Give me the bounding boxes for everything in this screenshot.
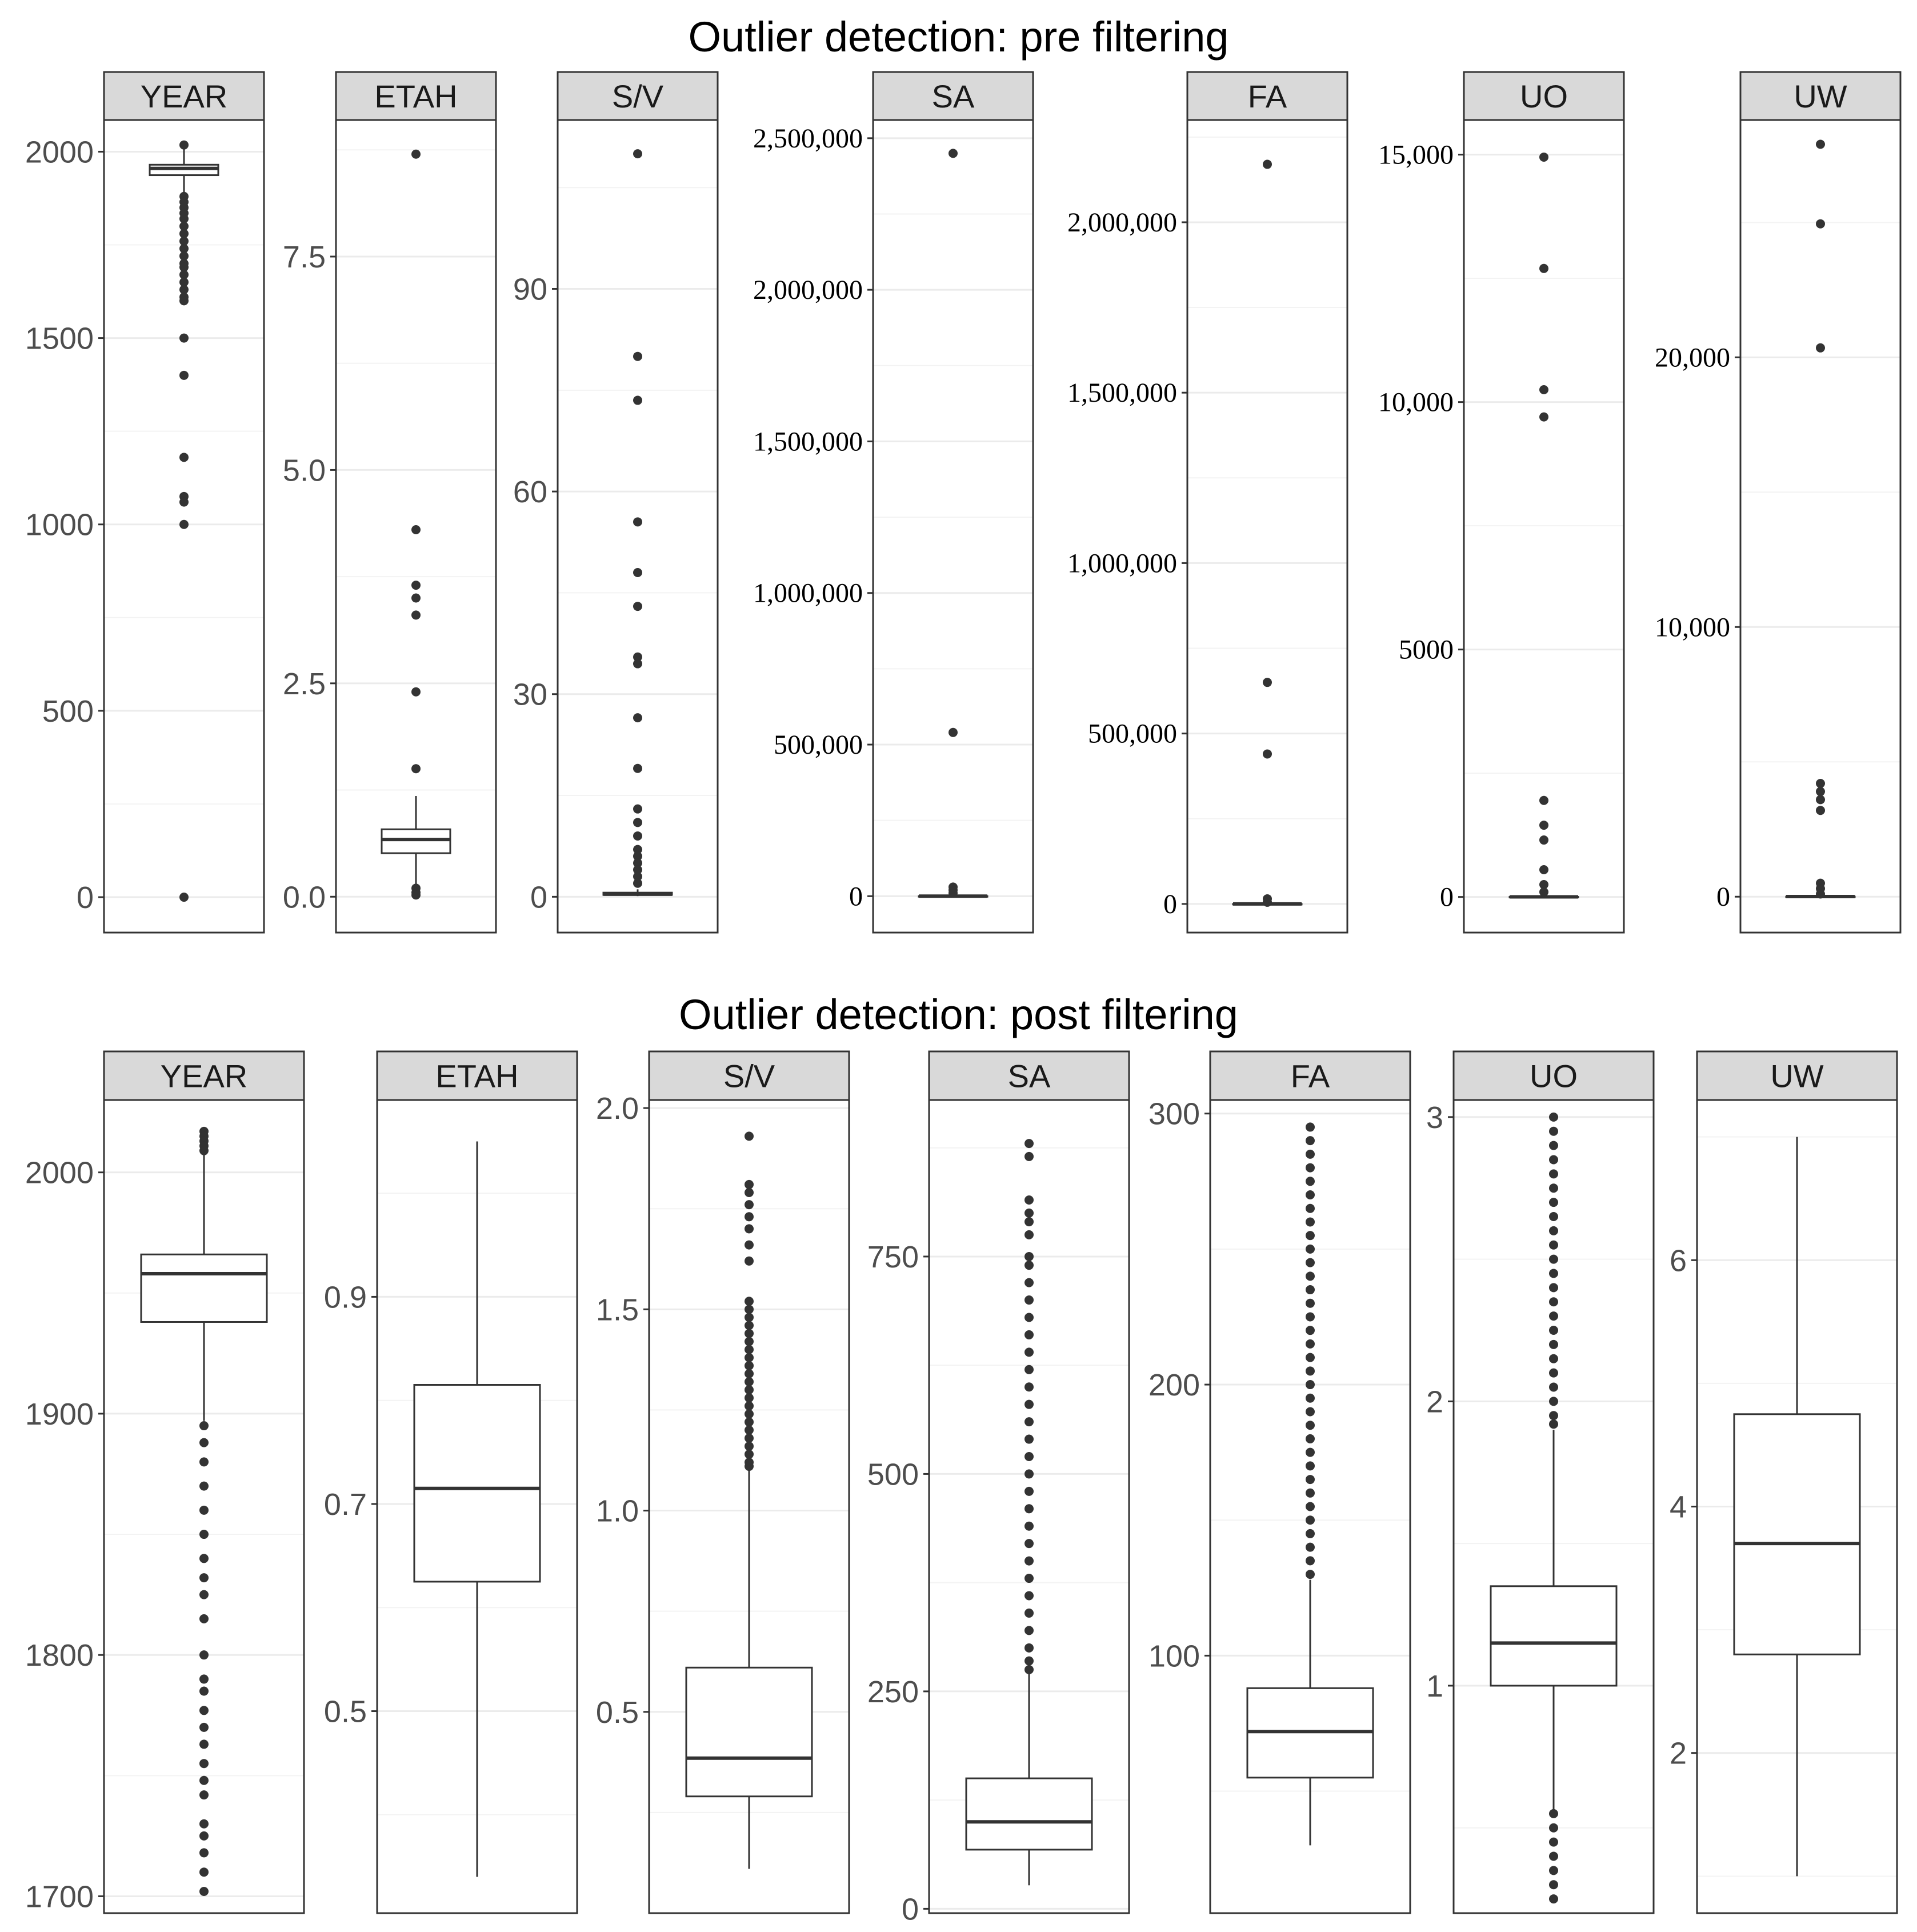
- facet-label: UW: [1794, 78, 1847, 114]
- outlier-point: [633, 764, 642, 773]
- outlier-point: [179, 520, 189, 529]
- outlier-point: [633, 517, 642, 526]
- outlier-point: [411, 610, 421, 619]
- iqr-box: [686, 1667, 812, 1796]
- outlier-point: [199, 1674, 209, 1683]
- outlier-point: [411, 581, 421, 590]
- outlier-point: [199, 1554, 209, 1563]
- outlier-point: [1816, 219, 1825, 229]
- outlier-point: [1306, 1556, 1315, 1565]
- outlier-point: [1024, 1400, 1034, 1409]
- outlier-point: [1816, 806, 1825, 815]
- outlier-point: [1024, 1574, 1034, 1583]
- facet-label: ETAH: [435, 1058, 519, 1094]
- y-tick-label: 0: [849, 881, 863, 912]
- y-tick-label: 2000: [25, 1155, 94, 1190]
- outlier-point: [199, 1831, 209, 1841]
- outlier-point: [199, 1706, 209, 1715]
- outlier-point: [745, 1462, 754, 1471]
- outlier-point: [745, 1426, 754, 1435]
- outlier-point: [633, 831, 642, 841]
- outlier-point: [633, 568, 642, 577]
- iqr-box: [141, 1254, 267, 1322]
- outlier-point: [1306, 1421, 1315, 1430]
- post-etah-facet: [324, 1051, 577, 1913]
- outlier-point: [745, 1329, 754, 1338]
- outlier-point: [1539, 413, 1548, 422]
- outlier-point: [1024, 1643, 1034, 1653]
- outlier-point: [633, 352, 642, 361]
- outlier-point: [1549, 1851, 1558, 1861]
- outlier-point: [1306, 1475, 1315, 1484]
- outlier-point: [1306, 1502, 1315, 1511]
- outlier-point: [1024, 1382, 1034, 1391]
- facet-label: FA: [1290, 1058, 1330, 1094]
- y-tick-label: 60: [513, 475, 547, 510]
- y-tick-label: 1.0: [595, 1494, 639, 1529]
- outlier-point: [1306, 1353, 1315, 1362]
- outlier-point: [745, 1345, 754, 1354]
- panel-background: [1187, 120, 1347, 933]
- y-tick-label: 1.5: [595, 1293, 639, 1327]
- outlier-point: [1549, 1809, 1558, 1818]
- y-tick-label: 2: [1426, 1385, 1443, 1419]
- outlier-point: [1306, 1136, 1315, 1145]
- facet-label: S/V: [611, 78, 664, 114]
- outlier-point: [1024, 1209, 1034, 1218]
- outlier-point: [745, 1212, 754, 1221]
- y-tick-label: 15,000: [1378, 139, 1454, 170]
- outlier-point: [179, 296, 189, 305]
- outlier-point: [1024, 1657, 1034, 1666]
- outlier-point: [199, 1421, 209, 1430]
- outlier-point: [1306, 1190, 1315, 1199]
- y-tick-label: 500: [42, 694, 94, 729]
- outlier-point: [1306, 1231, 1315, 1240]
- outlier-point: [1549, 1880, 1558, 1889]
- pre-uo-facet: [1378, 72, 1624, 933]
- outlier-point: [745, 1224, 754, 1233]
- outlier-point: [411, 593, 421, 602]
- facet-label: UW: [1770, 1058, 1824, 1094]
- y-tick-label: 2.5: [282, 666, 326, 701]
- outlier-point: [745, 1321, 754, 1330]
- outlier-point: [199, 1146, 209, 1155]
- outlier-point: [1549, 1255, 1558, 1264]
- outlier-point: [1263, 898, 1272, 907]
- outlier-point: [1024, 1487, 1034, 1496]
- outlier-point: [1306, 1434, 1315, 1443]
- outlier-point: [1549, 1269, 1558, 1278]
- y-tick-label: 0: [901, 1892, 919, 1927]
- y-tick-label: 5000: [1399, 634, 1454, 665]
- outlier-point: [1549, 1155, 1558, 1164]
- y-tick-label: 1900: [25, 1397, 94, 1431]
- outlier-point: [745, 1305, 754, 1314]
- outlier-point: [199, 1723, 209, 1732]
- outlier-point: [199, 1590, 209, 1599]
- outlier-point: [1549, 1113, 1558, 1122]
- post-uo-facet: [1426, 1051, 1654, 1913]
- outlier-point: [1306, 1150, 1315, 1159]
- outlier-point: [1306, 1461, 1315, 1470]
- outlier-point: [1306, 1122, 1315, 1131]
- outlier-point: [1024, 1252, 1034, 1261]
- outlier-point: [1539, 835, 1548, 845]
- outlier-point: [1024, 1504, 1034, 1513]
- outlier-point: [1263, 678, 1272, 687]
- outlier-point: [745, 1200, 754, 1209]
- outlier-point: [1263, 160, 1272, 169]
- outlier-point: [1306, 1245, 1315, 1254]
- outlier-point: [1306, 1271, 1315, 1281]
- y-tick-label: 3: [1426, 1100, 1443, 1135]
- outlier-point: [1306, 1217, 1315, 1226]
- iqr-box: [414, 1385, 540, 1582]
- outlier-point: [1024, 1452, 1034, 1461]
- outlier-point: [1306, 1529, 1315, 1538]
- outlier-point: [1024, 1195, 1034, 1205]
- outlier-point: [199, 1438, 209, 1447]
- outlier-point: [199, 1573, 209, 1582]
- outlier-point: [1306, 1448, 1315, 1457]
- outlier-point: [745, 1385, 754, 1394]
- panel-background: [873, 120, 1033, 933]
- facet-label: UO: [1530, 1058, 1578, 1094]
- outlier-point: [633, 805, 642, 814]
- outlier-point: [1549, 1383, 1558, 1392]
- outlier-point: [1024, 1609, 1034, 1618]
- y-tick-label: 0: [1716, 882, 1730, 913]
- outlier-point: [745, 1450, 754, 1459]
- y-tick-label: 2,000,000: [753, 275, 863, 306]
- facet-label: SA: [1007, 1058, 1051, 1094]
- y-tick-label: 20,000: [1655, 342, 1730, 373]
- y-tick-label: 0: [1440, 882, 1454, 913]
- y-tick-label: 4: [1669, 1490, 1687, 1525]
- outlier-point: [745, 1393, 754, 1402]
- outlier-point: [745, 1418, 754, 1427]
- outlier-point: [1306, 1163, 1315, 1173]
- y-tick-label: 250: [867, 1674, 919, 1709]
- y-tick-label: 0.5: [595, 1695, 639, 1730]
- outlier-point: [1306, 1312, 1315, 1321]
- outlier-point: [411, 687, 421, 697]
- outlier-point: [1024, 1435, 1034, 1444]
- outlier-point: [1306, 1543, 1315, 1552]
- outlier-point: [1816, 890, 1825, 899]
- outlier-point: [1816, 795, 1825, 804]
- y-tick-label: 7.5: [282, 239, 326, 274]
- outlier-point: [949, 728, 958, 737]
- outlier-point: [1024, 1152, 1034, 1161]
- outlier-point: [1024, 1295, 1034, 1305]
- outlier-point: [411, 764, 421, 773]
- outlier-point: [745, 1180, 754, 1189]
- pre-sa-facet: [753, 72, 1033, 933]
- outlier-point: [1549, 1169, 1558, 1178]
- y-tick-label: 0.7: [323, 1487, 367, 1522]
- outlier-point: [1024, 1626, 1034, 1635]
- outlier-point: [1549, 1283, 1558, 1292]
- y-tick-label: 750: [867, 1239, 919, 1274]
- y-tick-label: 500,000: [1088, 718, 1177, 749]
- outlier-point: [1306, 1489, 1315, 1498]
- outlier-point: [1539, 385, 1548, 394]
- outlier-point: [1024, 1313, 1034, 1322]
- facet-label: SA: [931, 78, 975, 114]
- outlier-point: [1549, 1141, 1558, 1150]
- outlier-point: [1024, 1261, 1034, 1270]
- outlier-point: [199, 1650, 209, 1659]
- y-tick-label: 2.0: [595, 1091, 639, 1126]
- outlier-point: [199, 1687, 209, 1696]
- outlier-point: [199, 1457, 209, 1466]
- outlier-point: [199, 1506, 209, 1515]
- outlier-point: [745, 1131, 754, 1141]
- y-tick-label: 0: [1163, 889, 1177, 919]
- outlier-point: [179, 141, 189, 150]
- outlier-point: [199, 1482, 209, 1491]
- outlier-point: [1306, 1394, 1315, 1403]
- outlier-point: [1024, 1665, 1034, 1674]
- outlier-point: [633, 659, 642, 669]
- outlier-point: [1024, 1591, 1034, 1600]
- outlier-point: [1549, 1866, 1558, 1875]
- post-filtering-title: Outlier detection: post filtering: [679, 991, 1238, 1038]
- outlier-point: [1306, 1339, 1315, 1349]
- pre-etah-facet: [283, 72, 496, 933]
- outlier-point: [1539, 153, 1548, 162]
- outlier-point: [199, 1790, 209, 1799]
- y-tick-label: 1500: [25, 321, 94, 356]
- y-tick-label: 2: [1669, 1736, 1687, 1771]
- outlier-point: [1306, 1285, 1315, 1294]
- facet-label: YEAR: [140, 78, 228, 114]
- y-tick-label: 200: [1148, 1368, 1200, 1403]
- y-tick-label: 500,000: [774, 730, 863, 761]
- outlier-point: [1549, 1297, 1558, 1306]
- outlier-point: [1539, 796, 1548, 805]
- y-tick-label: 2000: [25, 135, 94, 170]
- outlier-point: [1024, 1365, 1034, 1374]
- outlier-point: [179, 893, 189, 902]
- outlier-point: [1549, 1326, 1558, 1335]
- post-uw-facet: [1670, 1051, 1897, 1913]
- outlier-point: [199, 1759, 209, 1768]
- outlier-point: [1024, 1139, 1034, 1148]
- facet-label: ETAH: [374, 78, 458, 114]
- facet-label: FA: [1247, 78, 1287, 114]
- facet-label: S/V: [723, 1058, 775, 1094]
- outlier-point: [1549, 1838, 1558, 1847]
- outlier-point: [199, 1530, 209, 1539]
- outlier-point: [179, 453, 189, 462]
- outlier-point: [1024, 1217, 1034, 1226]
- outlier-point: [1306, 1299, 1315, 1308]
- outlier-point: [1024, 1347, 1034, 1357]
- outlier-point: [199, 1867, 209, 1877]
- outlier-point: [199, 1848, 209, 1857]
- y-tick-label: 0.9: [323, 1280, 367, 1315]
- outlier-point: [745, 1297, 754, 1306]
- pre-year-facet: [25, 72, 264, 933]
- outlier-point: [1024, 1539, 1034, 1548]
- y-tick-label: 0.5: [323, 1694, 367, 1729]
- outlier-point: [1306, 1407, 1315, 1416]
- y-tick-label: 5.0: [282, 453, 326, 488]
- iqr-box: [1734, 1414, 1860, 1654]
- outlier-point: [1539, 821, 1548, 830]
- outlier-point: [1549, 1411, 1558, 1420]
- pre-uw-facet: [1655, 72, 1900, 933]
- outlier-point: [1024, 1417, 1034, 1426]
- outlier-point: [179, 334, 189, 343]
- outlier-point: [1306, 1326, 1315, 1335]
- outlier-point: [1306, 1204, 1315, 1213]
- outlier-point: [633, 879, 642, 888]
- y-tick-label: 1000: [25, 507, 94, 542]
- y-tick-label: 6: [1669, 1243, 1687, 1278]
- outlier-point: [745, 1442, 754, 1451]
- outlier-point: [1549, 1419, 1558, 1429]
- outlier-point: [1549, 1369, 1558, 1378]
- outlier-point: [1024, 1278, 1034, 1287]
- post-fa-facet: [1148, 1051, 1410, 1913]
- outlier-point: [411, 890, 421, 899]
- y-tick-label: 1,500,000: [1067, 378, 1177, 409]
- y-tick-label: 30: [513, 677, 547, 712]
- y-tick-label: 300: [1148, 1097, 1200, 1131]
- outlier-point: [745, 1188, 754, 1197]
- outlier-point: [179, 371, 189, 380]
- outlier-point: [1816, 787, 1825, 796]
- y-tick-label: 90: [513, 272, 547, 307]
- outlier-point: [199, 1887, 209, 1896]
- y-tick-label: 0.0: [282, 880, 326, 915]
- outlier-point: [1549, 1212, 1558, 1221]
- y-tick-label: 10,000: [1655, 612, 1730, 643]
- y-tick-label: 100: [1148, 1639, 1200, 1674]
- outlier-point: [1306, 1515, 1315, 1525]
- pre-filtering-title: Outlier detection: pre filtering: [688, 13, 1229, 61]
- y-tick-label: 1800: [25, 1638, 94, 1673]
- outlier-point: [633, 149, 642, 158]
- y-tick-label: 1700: [25, 1879, 94, 1914]
- outlier-point: [1549, 1894, 1558, 1903]
- outlier-point: [745, 1337, 754, 1346]
- outlier-point: [1306, 1570, 1315, 1579]
- outlier-point: [199, 1739, 209, 1749]
- iqr-box: [966, 1778, 1092, 1850]
- outlier-point: [745, 1353, 754, 1362]
- post-sa-facet: [867, 1051, 1129, 1926]
- outlier-point: [745, 1361, 754, 1370]
- y-tick-label: 0: [530, 880, 547, 915]
- y-tick-label: 1: [1426, 1669, 1443, 1703]
- iqr-box: [1491, 1586, 1616, 1686]
- outlier-point: [1549, 1823, 1558, 1833]
- outlier-point: [1024, 1522, 1034, 1531]
- outlier-point: [1263, 749, 1272, 758]
- outlier-point: [949, 889, 958, 898]
- outlier-point: [1306, 1380, 1315, 1389]
- y-tick-label: 2,500,000: [753, 123, 863, 154]
- outlier-point: [199, 1614, 209, 1623]
- outlier-point: [1549, 1311, 1558, 1321]
- outlier-point: [1539, 264, 1548, 273]
- outlier-point: [1539, 865, 1548, 874]
- outlier-point: [1024, 1230, 1034, 1239]
- outlier-point: [1549, 1241, 1558, 1250]
- outlier-point: [1539, 887, 1548, 897]
- outlier-point: [745, 1369, 754, 1378]
- y-tick-label: 1,500,000: [753, 426, 863, 457]
- outlier-point: [411, 150, 421, 159]
- outlier-point: [199, 1776, 209, 1785]
- outlier-point: [199, 1819, 209, 1829]
- outlier-point: [1549, 1127, 1558, 1136]
- outlier-point: [1306, 1177, 1315, 1186]
- outlier-point: [633, 818, 642, 827]
- outlier-point: [1816, 779, 1825, 788]
- outlier-point: [745, 1401, 754, 1410]
- outlier-point: [745, 1241, 754, 1250]
- outlier-point: [1306, 1366, 1315, 1375]
- outlier-point: [949, 149, 958, 158]
- outlier-point: [745, 1257, 754, 1266]
- outlier-point: [179, 498, 189, 507]
- outlier-point: [745, 1434, 754, 1443]
- outlier-point: [633, 713, 642, 722]
- outlier-point: [1549, 1198, 1558, 1207]
- outlier-point: [411, 525, 421, 534]
- outlier-point: [1549, 1397, 1558, 1406]
- outlier-point: [1024, 1557, 1034, 1566]
- outlier-point: [1816, 139, 1825, 149]
- outlier-point: [745, 1313, 754, 1322]
- outlier-point: [1549, 1354, 1558, 1363]
- y-tick-label: 1,000,000: [1067, 548, 1177, 579]
- outlier-point: [1816, 343, 1825, 353]
- facet-label: UO: [1520, 78, 1568, 114]
- outlier-point: [1024, 1330, 1034, 1339]
- y-tick-label: 1,000,000: [753, 578, 863, 609]
- y-tick-label: 0: [76, 881, 94, 915]
- outlier-point: [633, 396, 642, 405]
- post-year-facet: [25, 1051, 304, 1914]
- outlier-point: [633, 602, 642, 611]
- outlier-point: [745, 1377, 754, 1386]
- outlier-point: [1549, 1183, 1558, 1193]
- y-tick-label: 500: [867, 1457, 919, 1492]
- outlier-point: [745, 1409, 754, 1418]
- y-tick-label: 10,000: [1378, 387, 1454, 418]
- facet-label: YEAR: [160, 1058, 248, 1094]
- y-tick-label: 2,000,000: [1067, 207, 1177, 238]
- pre-s-v-facet: [513, 72, 718, 933]
- outlier-point: [1549, 1340, 1558, 1349]
- outlier-point: [1306, 1258, 1315, 1267]
- outlier-point: [1549, 1226, 1558, 1235]
- pre-fa-facet: [1067, 72, 1347, 933]
- outlier-point: [1024, 1469, 1034, 1478]
- post-s-v-facet: [596, 1051, 849, 1913]
